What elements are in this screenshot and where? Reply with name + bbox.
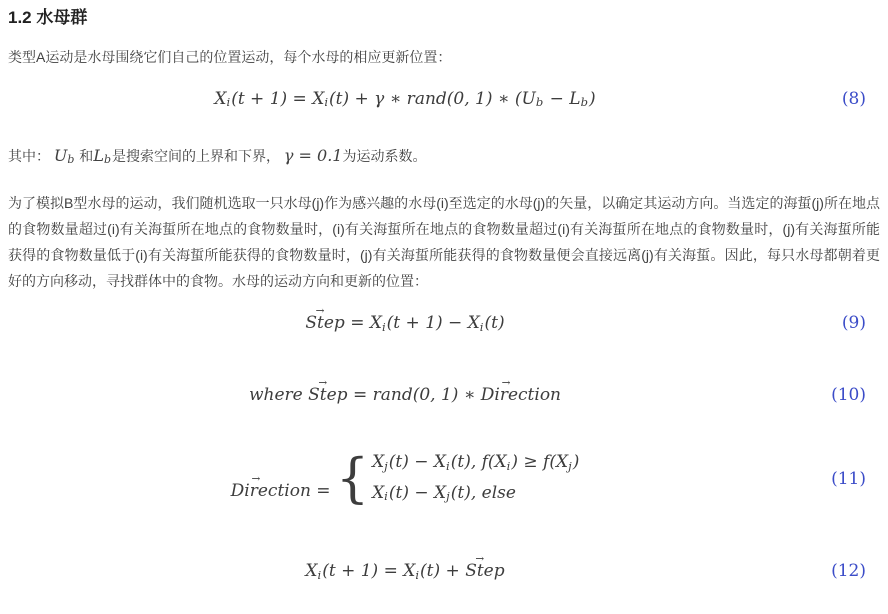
equation-11-number: (11)	[831, 469, 866, 490]
equation-11	[8, 448, 880, 511]
equation-10-formula: where Step → = rand(0, 1) ∗ Direction →	[249, 385, 561, 405]
paragraph-type-a: 类型A运动是水母围绕它们自己的位置运动，每个水母的相应更新位置：	[8, 49, 452, 65]
equation-10	[8, 380, 880, 410]
equation-8-number: (8)	[841, 89, 866, 109]
equation-9	[8, 308, 880, 338]
paragraph-type-b: 为了模拟B型水母的运动，我们随机选取一只水母(j)作为感兴趣的水母(i)至选定的水母(j)的矢量，以确定其运动方向。当选定的海蜇(j)所在地点的食物数量超过(i)有关海蜇所在地点的食物数量时，(i)有关海蜇所在地点的食物数量超过(i)有关海蜇所在地点的食物数量时，(j)有关海蜇所能获得的食物数量低于(i)有关海蜇所能获得的食物数量时，(j)有关海蜇所能获得的食物数量便会直接远离(j)有关海蜇。因此，每只水母都朝着更好的方向移动，寻找群体中的食物。水母的运动方向和更新的位置：	[8, 195, 880, 290]
section-heading: 1.2 水母群	[8, 8, 88, 27]
equation-8	[8, 84, 880, 114]
equation-12	[8, 556, 880, 586]
equation-11-formula: Direction → = { Xj(t) − Xi(t), f(Xi) ≥ f(Xj) Xi(t) − Xj(t), else	[231, 450, 580, 508]
paragraph-bounds: 其中： Ub 和Lb是搜索空间的上界和下界， γ = 0.1为运动系数。	[8, 146, 427, 167]
equation-12-formula: Xi(t + 1) = Xi(t) + Step →	[305, 561, 504, 582]
equation-12-number: (12)	[831, 561, 866, 582]
equation-10-number: (10)	[831, 385, 866, 406]
equation-9-number: (9)	[841, 313, 866, 334]
equation-8-formula: Xi(t + 1) = Xi(t) + γ ∗ rand(0, 1) ∗ (Ub − Lb)	[214, 88, 596, 110]
equation-9-formula: Step → = Xi(t + 1) − Xi(t)	[305, 313, 504, 334]
